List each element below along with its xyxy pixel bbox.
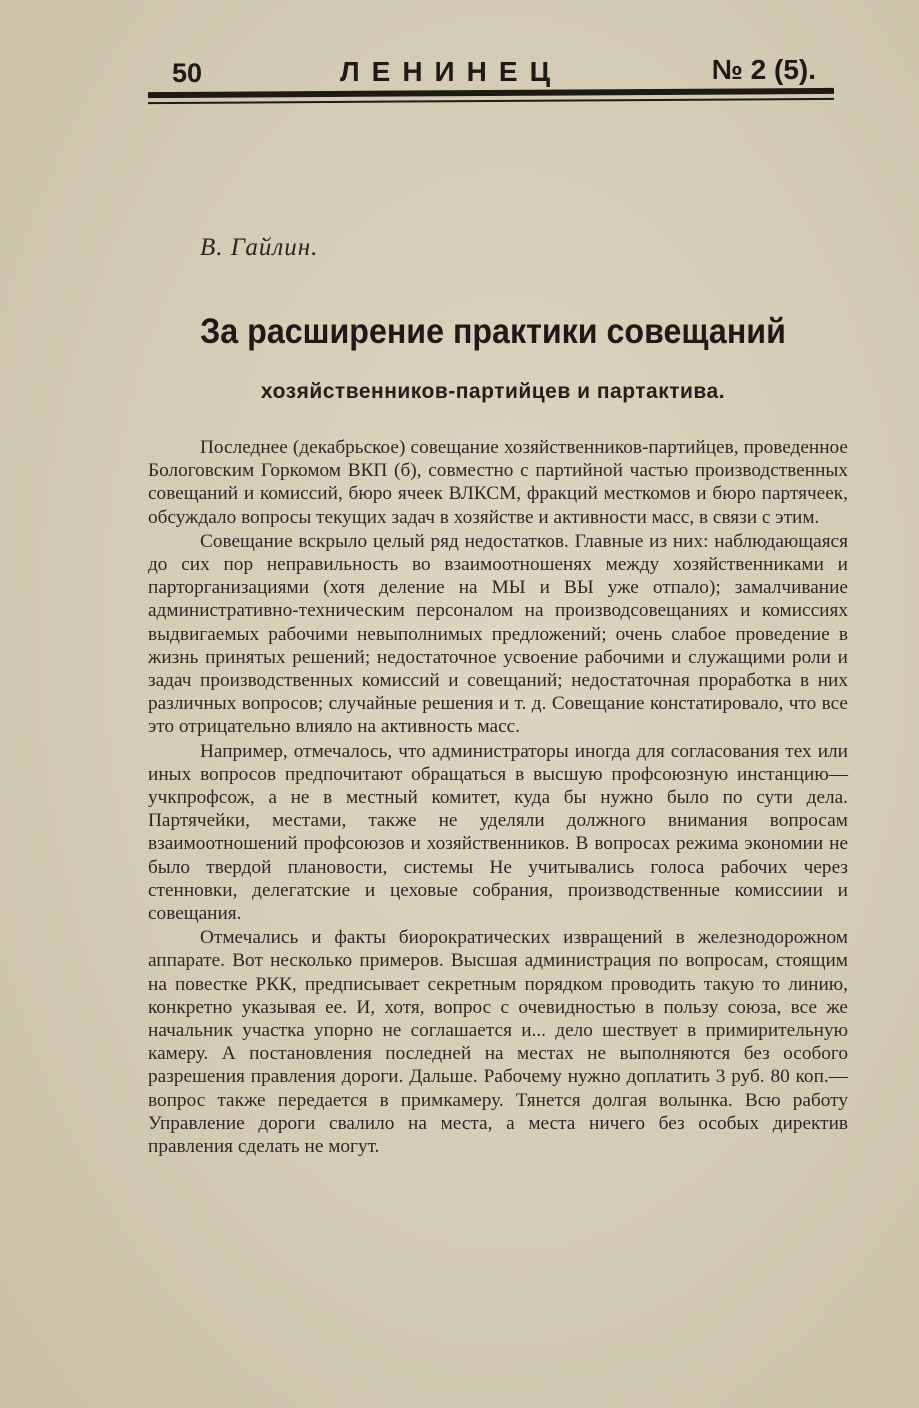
paragraph: Совещание вскрыло целый ряд недостатков. Главные из них: наблюдающаяся до сих пор неправильность во взаимоотношенях между хозяйственниками и парторганизациями (хотя деление на МЫ и ВЫ уже отпало); замалчивание административно-техническим персоналом на производсовещаниях и комиссиях выдвигаемых рабочими невыполнимых предложений; очень слабое проведение в жизнь принятых решений; недостаточное усвоение рабочими и служащими роли и задач производственных комиссий и совещаний; недостаточная проработка в них различных вопросов; случайные решения и т. д. Совещание констатировало, что все это отрицательно влияло на активность масс. xyxy=(148,530,848,738)
page-number: 50 xyxy=(172,58,203,88)
paragraph: Последнее (декабрьское) совещание хозяйственников-партийцев, проведенное Бологовским Горкомом ВКП (б), совместно с партийной частью производственных совещаний и комиссий, бюро ячеек ВЛКСМ, фракций месткомов и бюро партячеек, обсуждало вопросы текущих задач в хозяйстве и активности масс, в связи с этим. xyxy=(148,437,848,528)
article-title: За расширение практики совещаний xyxy=(200,312,786,351)
article-subtitle: хозяйственников-партийцев и партактива. xyxy=(260,380,726,403)
issue-number: № 2 (5). xyxy=(711,54,816,85)
journal-title: ЛЕНИНЕЦ xyxy=(340,56,563,87)
paragraph: Например, отмечалось, что администраторы иногда для согласования тех или иных вопросов предпочитают обращаться в высшую профсоюзную инстанцию—учкпрофсож, а не в местный комитет, куда бы нужно было по сути дела. Партячейки, местами, также не уделяли должного внимания вопросам взаимоотношений профсоюзов и хозяйственников. В вопросах режима экономии не было твердой плановости, системы Не учитывались голоса рабочих через стенновки, делегатские и цеховые собрания, производственные комиссиии и совещания. xyxy=(148,740,848,925)
running-head xyxy=(172,52,822,92)
article-body xyxy=(148,436,848,1158)
header-rule-thin xyxy=(148,98,834,104)
article-author: В. Гайлин. xyxy=(200,234,319,261)
paragraph: Отмечались и факты биорократических извращений в железнодорожном аппарате. Вот несколько примеров. Высшая администрация по вопросам, стоящим на повестке РКК, предписывает секретным порядком проводить такую то линию, конкретно указывая ее. И, хотя, вопрос с очевидностью в пользу союза, все же начальник участка упорно не соглашается и... дело шествует в примирительную камеру. А постановления последней на местах не выполняются без особого разрешения правления дороги. Дальше. Рабочему нужно доплатить 3 руб. 80 коп.—вопрос также передается в примкамеру. Тянется долгая волынка. Всю работу Управление дороги свалило на места, а места ничего без особых директив правления сделать не могут. xyxy=(148,927,848,1158)
